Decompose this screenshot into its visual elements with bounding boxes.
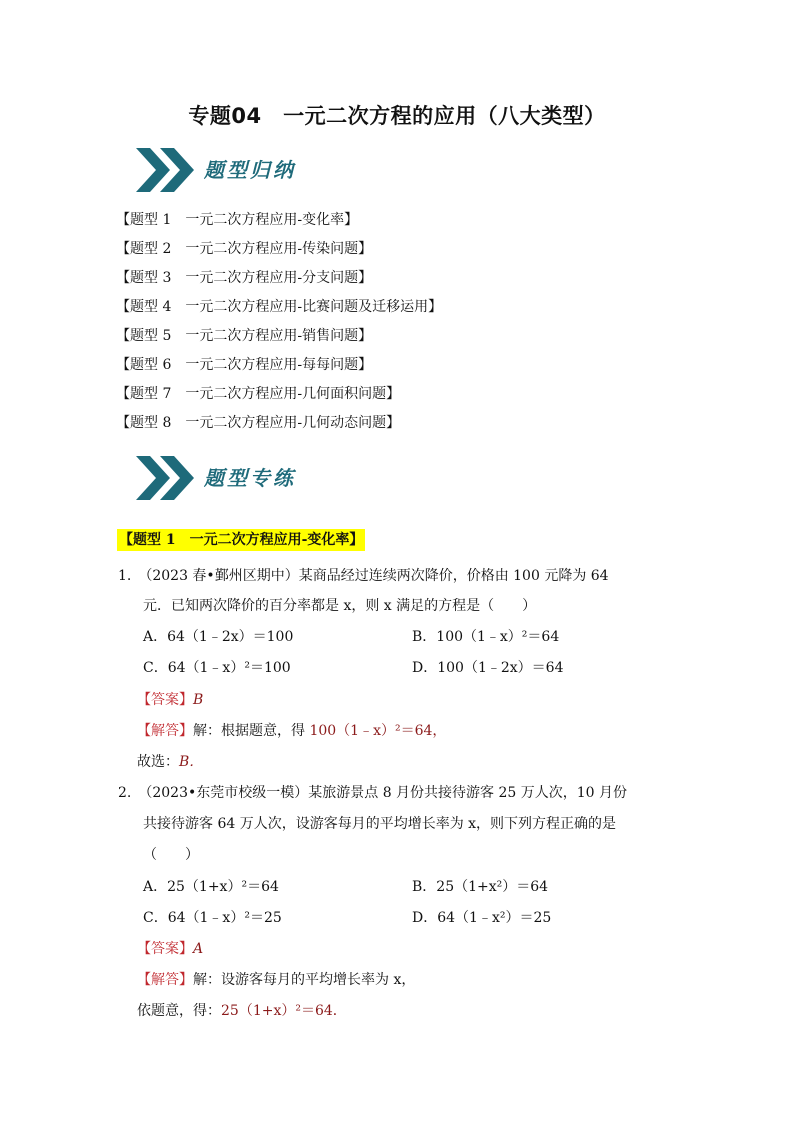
q2-option-b: B．25（1+x²）＝64 [412, 879, 549, 895]
summary-banner-label: 题型归纳 [204, 158, 296, 182]
answer-label: 【答案】 [137, 692, 193, 708]
page-title: 专题04 一元二次方程的应用（八大类型） [188, 104, 606, 128]
type-list-item: 【题型 5 一元二次方程应用-销售问题】 [116, 328, 373, 344]
q2-final [137, 1001, 347, 1021]
practice-banner [134, 450, 394, 510]
q1-line2: 元．已知两次降价的百分率都是 x，则 x 满足的方程是（ ） [143, 598, 537, 614]
solution-text: 解：设游客每月的平均增长率为 x， [193, 972, 416, 988]
q2-option-c: C．64（1﹣x）²＝25 [143, 910, 282, 926]
type-list [116, 206, 442, 438]
choice-label: 故选： [137, 754, 179, 770]
double-chevron-icon [134, 142, 204, 198]
final-equation: 25（1+x）²＝64． [221, 1003, 347, 1019]
q2-option-a: A．25（1+x）²＝64 [143, 879, 279, 895]
q2-option-d: D．64（1﹣x²）＝25 [412, 910, 552, 926]
q1-option-c: C．64（1﹣x）²＝100 [143, 660, 291, 676]
solution-label: 【解答】 [137, 972, 193, 988]
type-list-item: 【题型 8 一元二次方程应用-几何动态问题】 [116, 415, 401, 431]
q2-line1: 2. （2023•东莞市校级一模）某旅游景点 8 月份共接待游客 25 万人次，10 月份 [118, 785, 628, 801]
solution-label: 【解答】 [137, 723, 193, 739]
q1-solution [137, 721, 446, 741]
solution-equation: 100（1﹣x）²＝64， [309, 723, 447, 739]
type-list-item: 【题型 4 一元二次方程应用-比赛问题及迁移运用】 [116, 299, 443, 315]
q2-answer [137, 939, 203, 959]
type-list-item: 【题型 6 一元二次方程应用-每每问题】 [116, 357, 373, 373]
type-list-item: 【题型 3 一元二次方程应用-分支问题】 [116, 270, 373, 286]
final-label: 依题意，得： [137, 1003, 221, 1019]
q1-option-d: D．100（1﹣2x）＝64 [412, 660, 564, 676]
solution-text: 解：根据题意，得 [193, 723, 305, 739]
summary-banner [134, 142, 394, 202]
answer-value: B [193, 692, 204, 708]
q1-choice [137, 752, 203, 772]
practice-banner-label: 题型专练 [204, 466, 296, 490]
q1-option-a: A．64（1﹣2x）＝100 [143, 629, 294, 645]
choice-value: B． [179, 754, 204, 770]
type-list-item: 【题型 1 一元二次方程应用-变化率】 [116, 212, 359, 228]
q2-line2: 共接待游客 64 万人次，设游客每月的平均增长率为 x，则下列方程正确的是 [143, 816, 617, 832]
double-chevron-icon [134, 450, 204, 506]
answer-value: A [193, 941, 204, 957]
q1-option-b: B．100（1﹣x）²＝64 [412, 629, 560, 645]
q2-line3: （ ） [143, 847, 199, 863]
answer-label: 【答案】 [137, 941, 193, 957]
q1-line1: 1. （2023 春•鄞州区期中）某商品经过连续两次降价，价格由 100 元降为 64 [118, 568, 609, 584]
type-list-item: 【题型 7 一元二次方程应用-几何面积问题】 [116, 386, 401, 402]
q2-solution [137, 970, 415, 990]
section-heading: 【题型 1 一元二次方程应用-变化率】 [117, 529, 365, 551]
type-list-item: 【题型 2 一元二次方程应用-传染问题】 [116, 241, 373, 257]
q1-answer [137, 690, 203, 710]
